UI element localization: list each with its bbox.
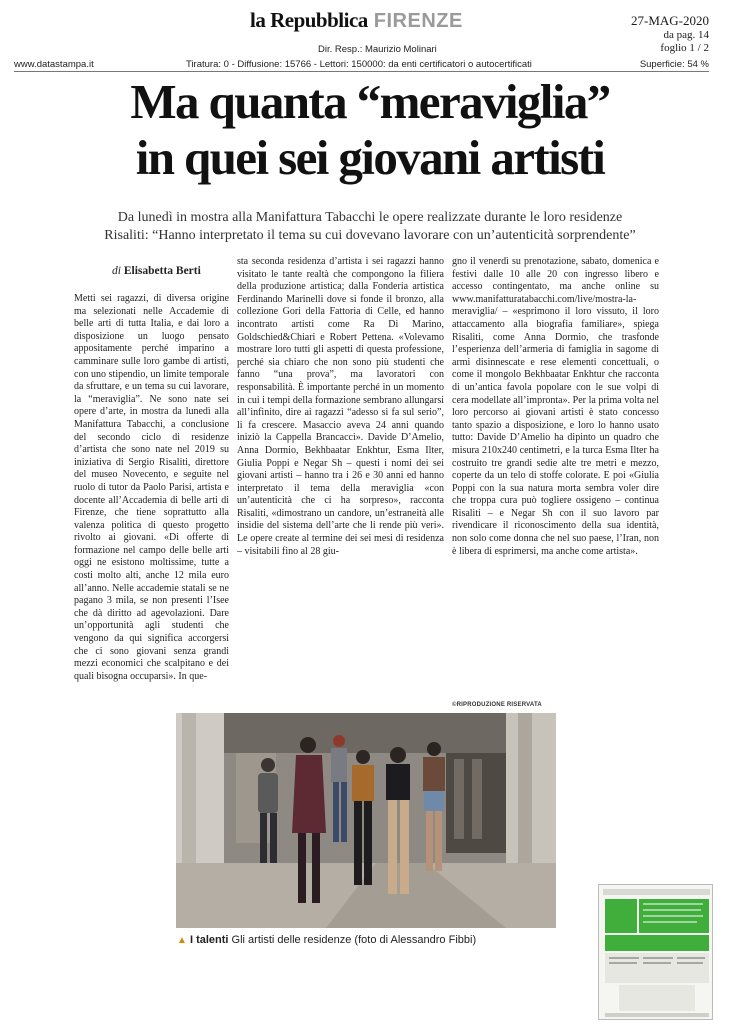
masthead-edition: FIRENZE (373, 10, 463, 32)
byline-author: Elisabetta Berti (123, 265, 201, 277)
article-column-1: Metti sei ragazzi, di diversa origine ma selezionati nelle Accademie di belle arti di tutta Italia, e dai loro a disposizione un luogo pensato appositamente perché imparino a camminare sulle loro gambe di artisti, con uno stipendio, un limite temporale da sfruttare, e un tema su cui lavorare, la “meraviglia”. Ne sono nate sei opere d’arte, in mostra da lunedì alla Manifattura Tabacchi, a conclusione del secondo ciclo di residenze d’artista che sono nate nel 2019 su iniziativa di Sergio Risaliti, direttore del museo Novecento, e seguite nel ruolo di tutor da Paolo Parisi, artista e docente all’Accademia di belle arti di Firenze, che tiene soprattutto alla valenza politica di questo progetto rivolto ai giovani. «Di offerte di formazione nel campo delle belle arti oggi ne esistono moltissime, tutte a costi molto alti, anche 12 mila euro all’anno. Nelle accademie statali se ne pagano 3 mila, se non presenti l’Isee che dà diritto ad agevolazioni. Dare un’opportunità agli studenti che vengono da qui significa accorgersi che ci sono giovani senza grandi mezzi economici che scalpitano e dei quali bisogna occuparsi». In que- (74, 293, 229, 682)
byline (112, 265, 201, 277)
issue-date: 27-MAG-2020 (631, 13, 709, 28)
article-column-3: gno il venerdì su prenotazione, sabato, domenica e festivi dalle 10 alle 20 con ingresso libero e accesso contingentato, ma anche online su www.manifatturatabacchi.com/live/mostra-la-meraviglia/ – «esprimono il loro vissuto, il loro attaccamento alla biografia familiare», spiega Risaliti, come Anna Dormio, che trasfonde l’esperienza dell’armeria di famiglia in sagome di armi disinnescate e rese elementi concettuali, o come il mongolo Bekhbaatar Enkhtur che racconta di un’antica favola popolare con le sue volpi di cera modellate all’impronta». Per la prima volta nel loro percorso ai giovani artisti è stato concesso tanto spazio a disposizione, e loro lo hanno usato tutto: Davide D’Amelio ha dipinto un quadro che misura 210x240 centimetri, e la turca Esma Ilter ha costruito tre grandi sedie alte tre metri e mezzo, coperte da un telo di stoffe colorate. E poi «Giulia Poppi con la sua natura morta sembra voler dire che troppa cura può togliere ossigeno – continua Risaliti – e Negar Sh con il suo lavoro par rivendicare il riconoscimento della sua identità, non solo come donna che nel suo paese, l’Iran, non è libera di esprimersi, ma anche come artista». (452, 256, 659, 557)
subheadline-line-2: Risaliti: “Hanno interpretato il tema su cui dovevano lavorare con un’autenticità sorprendente” (104, 228, 636, 243)
subheadline-line-1: Da lunedì in mostra alla Manifattura Tabacchi le opere realizzate durante le loro residenze (117, 210, 623, 225)
surface-line: Superficie: 54 % (639, 59, 709, 70)
article-subheadline (20, 209, 720, 245)
photo-caption (177, 934, 476, 946)
article-column-2: sta seconda residenza d’artista i sei ragazzi hanno visitato le tante realtà che compongono la filiera della produzione artistica; dalla Fonderia artistica Ferdinando Marinelli dove si fonde il bronzo, alla collezione Gori della Fattoria di Celle, ed hanno incontrato artisti come Ra Di Marino, Goldschied&Chiari e Robert Pettena. «Volevamo mostrare loro tutti gli aspetti di questa professione, perché sia chiaro che non sono più studenti che fanno “una prova”, ma lavoratori con responsabilità. È importante perché in un momento in cui i tempi della formazione sembrano allungarsi all’infinito, dire ai ragazzi “adesso si fa sul serio”, li fa crescere. Masaccio aveva 24 anni quando iniziò la Cappella Brancacci». Davide D’Amelio, Anna Dormio, Bekhbaatar Enkhtur, Esma Ilter, Giulia Poppi e Negar Sh – questi i nomi dei sei giovani artisti – hanno tra i 26 e 30 anni ed hanno interpretato il tema della meraviglia «con un’autenticità che ci ha sorpreso», racconta Risaliti, «dimostrano un candore, un’estraneità alle insidie del sistema dell’arte che li rende più veri». Le opere create al termine dei sei mesi di residenza – visitabili fino al 28 giu- (237, 256, 444, 557)
header-divider (14, 71, 709, 72)
circulation-line: Tiratura: 0 - Diffusione: 15766 - Lettori: 150000: da enti certificatori o autocertificati (186, 59, 532, 70)
rights-notice: ©RIPRODUZIONE RISERVATA (452, 702, 542, 708)
director-line: Dir. Resp.: Maurizio Molinari (318, 44, 437, 55)
masthead-publication: la Repubblica (250, 8, 368, 32)
masthead-logo (250, 8, 510, 34)
article-headline (20, 74, 720, 186)
article-photo (176, 713, 556, 928)
source-site: www.datastampa.it (14, 59, 94, 70)
issue-info (589, 14, 709, 55)
headline-line-1: Ma quanta “meraviglia” (130, 74, 610, 129)
page-ref: da pag. 14 (663, 29, 709, 41)
headline-line-2: in quei sei giovani artisti (135, 130, 605, 185)
caption-label: I talenti (189, 934, 229, 946)
caption-text: Gli artisti delle residenze (foto di Alessandro Fibbi) (231, 934, 477, 946)
caption-triangle-icon: ▲ (177, 935, 187, 946)
photo-artists-illustration (176, 713, 556, 928)
page-thumbnail (598, 884, 713, 1020)
byline-prefix: di (112, 265, 121, 277)
folio-ref: foglio 1 / 2 (660, 42, 709, 54)
page-thumbnail-illustration (599, 885, 713, 1020)
